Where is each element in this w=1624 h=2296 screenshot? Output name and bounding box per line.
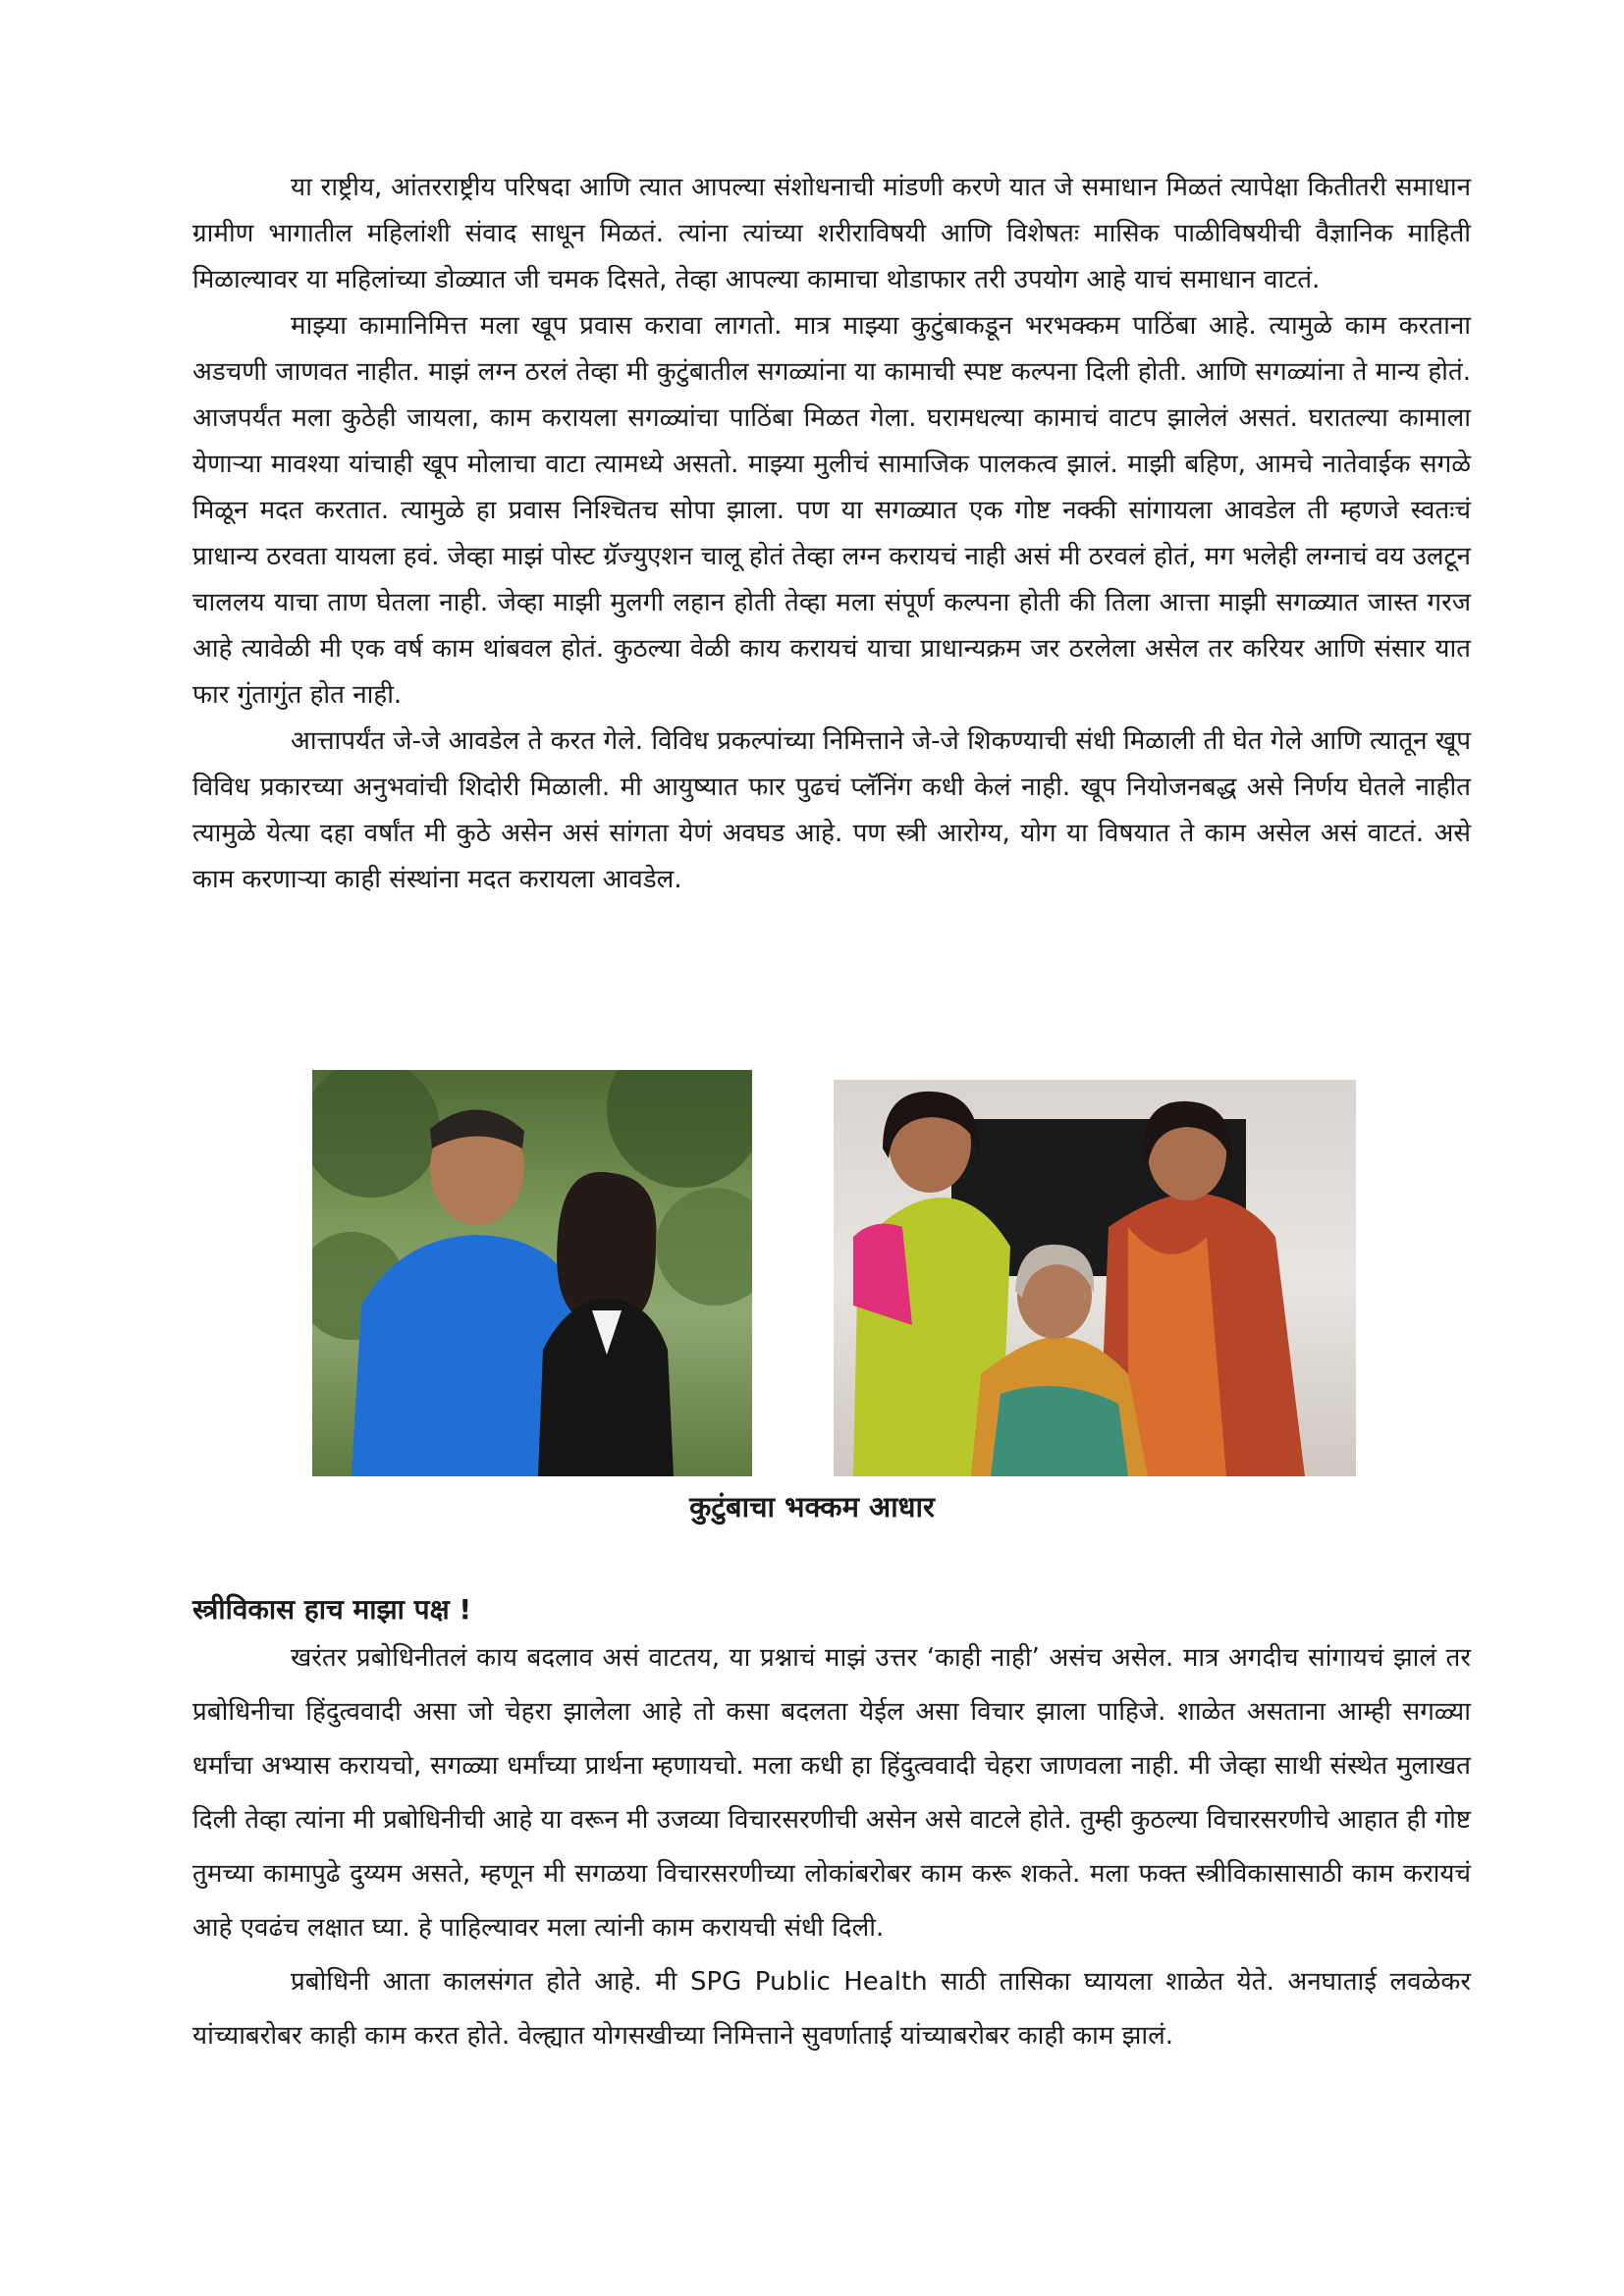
paragraph: आत्तापर्यंत जे-जे आवडेल ते करत गेले. विविध प्रकल्पांच्या निमित्ताने जे-जे शिकण्याची संधी मिळाली ती घेत गेले आणि त्यातून खूप विविध प्रकारच्या अनुभवांची शिदोरी मिळाली. मी आयुष्यात फार पुढचं प्लॅनिंग कधी केलं नाही. खूप नियोजनबद्ध असे निर्णय घेतले नाहीत त्यामुळे येत्या दहा वर्षांत मी कुठे असेन असं सांगता येणं अवघड आहे. पण स्त्री आरोग्य, योग या विषयात ते काम असेल असं वाटतं. असे काम करणाऱ्या काही संस्थांना मदत करायला आवडेल. [192, 726, 1471, 894]
photo-caption: कुटुंबाचा भक्कम आधार [689, 1490, 935, 1523]
photo-family-women [834, 1080, 1356, 1476]
top-text-block [192, 165, 1471, 903]
paragraph: खरंतर प्रबोधिनीतलं काय बदलाव असं वाटतय, या प्रश्नाचं माझं उत्तर ‘काही नाही’ असंच असेल. मात्र अगदीच सांगायचं झालं तर प्रबोधिनीचा हिंदुत्ववादी असा जो चेहरा झालेला आहे तो कसा बदलता येईल असा विचार झाला पाहिजे. शाळेत असताना आम्ही सगळ्या धर्मांचा अभ्यास करायचो, सगळ्या धर्मांच्या प्रार्थना म्हणायचो. मला कधी हा हिंदुत्ववादी चेहरा जाणवला नाही. मी जेव्हा साथी संस्थेत मुलाखत दिली तेव्हा त्यांना मी प्रबोधिनीची आहे या वरून मी उजव्या विचारसरणीची असेन असे वाटले होते. तुम्ही कुठल्या विचारसरणीचे आहात ही गोष्ट तुमच्या कामापुढे दुय्यम असते, म्हणून मी सगळया विचारसरणीच्या लोकांबरोबर काम करू शकते. मला फक्त स्त्रीविकासासाठी काम करायचं आहे एवढंच लक्षात घ्या. हे पाहिल्यावर मला त्यांनी काम करायची संधी दिली. [192, 1643, 1471, 1943]
photo-couple [312, 1070, 752, 1476]
section-heading: स्त्रीविकास हाच माझा पक्ष ! [192, 1593, 472, 1626]
paragraph: माझ्या कामानिमित्त मला खूप प्रवास करावा लागतो. मात्र माझ्या कुटुंबाकडून भरभक्कम पाठिंबा आहे. त्यामुळे काम करताना अडचणी जाणवत नाहीत. माझं लग्न ठरलं तेव्हा मी कुटुंबातील सगळ्यांना या कामाची स्पष्ट कल्पना दिली होती. आणि सगळ्यांना ते मान्य होतं. आजपर्यंत मला कुठेही जायला, काम करायला सगळ्यांचा पाठिंबा मिळत गेला. घरामधल्या कामाचं वाटप झालेलं असतं. घरातल्या कामाला येणाऱ्या मावश्या यांचाही खूप मोलाचा वाटा त्यामध्ये असतो. माझ्या मुलीचं सामाजिक पालकत्व झालं. माझी बहिण, आमचे नातेवाईक सगळे मिळून मदत करतात. त्यामुळे हा प्रवास निश्चितच सोपा झाला. पण या सगळ्यात एक गोष्ट नक्की सांगायला आवडेल ती म्हणजे स्वतःचं प्राधान्य ठरवता यायला हवं. जेव्हा माझं पोस्ट ग्रॅज्युएशन चालू होतं तेव्हा लग्न करायचं नाही असं मी ठरवलं होतं, मग भलेही लग्नाचं वय उलटून चाललय याचा ताण घेतला नाही. जेव्हा माझी मुलगी लहान होती तेव्हा मला संपूर्ण कल्पना होती की तिला आत्ता माझी सगळ्यात जास्त गरज आहे त्यावेळी मी एक वर्ष काम थांबवल होतं. कुठल्या वेळी काय करायचं याचा प्राधान्यक्रम जर ठरलेला असेल तर करियर आणि संसार यात फार गुंतागुंत होत नाही. [192, 311, 1471, 710]
paragraph: या राष्ट्रीय, आंतरराष्ट्रीय परिषदा आणि त्यात आपल्या संशोधनाची मांडणी करणे यात जे समाधान मिळतं त्यापेक्षा कितीतरी समाधान ग्रामीण भागातील महिलांशी संवाद साधून मिळतं. त्यांना त्यांच्या शरीराविषयी आणि विशेषतः मासिक पाळीविषयीची वैज्ञानिक माहिती मिळाल्यावर या महिलांच्या डोळ्यात जी चमक दिसते, तेव्हा आपल्या कामाचा थोडाफार तरी उपयोग आहे याचं समाधान वाटतं. [192, 173, 1471, 294]
bottom-text-block [192, 1631, 1471, 2063]
paragraph: प्रबोधिनी आता कालसंगत होते आहे. मी SPG Public Health साठी तासिका घ्यायला शाळेत येते. अनघाताई लवळेकर यांच्याबरोबर काही काम करत होते. वेल्ह्यात योगसखीच्या निमित्ताने सुवर्णाताई यांच्याबरोबर काही काम झालं. [192, 1967, 1471, 2051]
